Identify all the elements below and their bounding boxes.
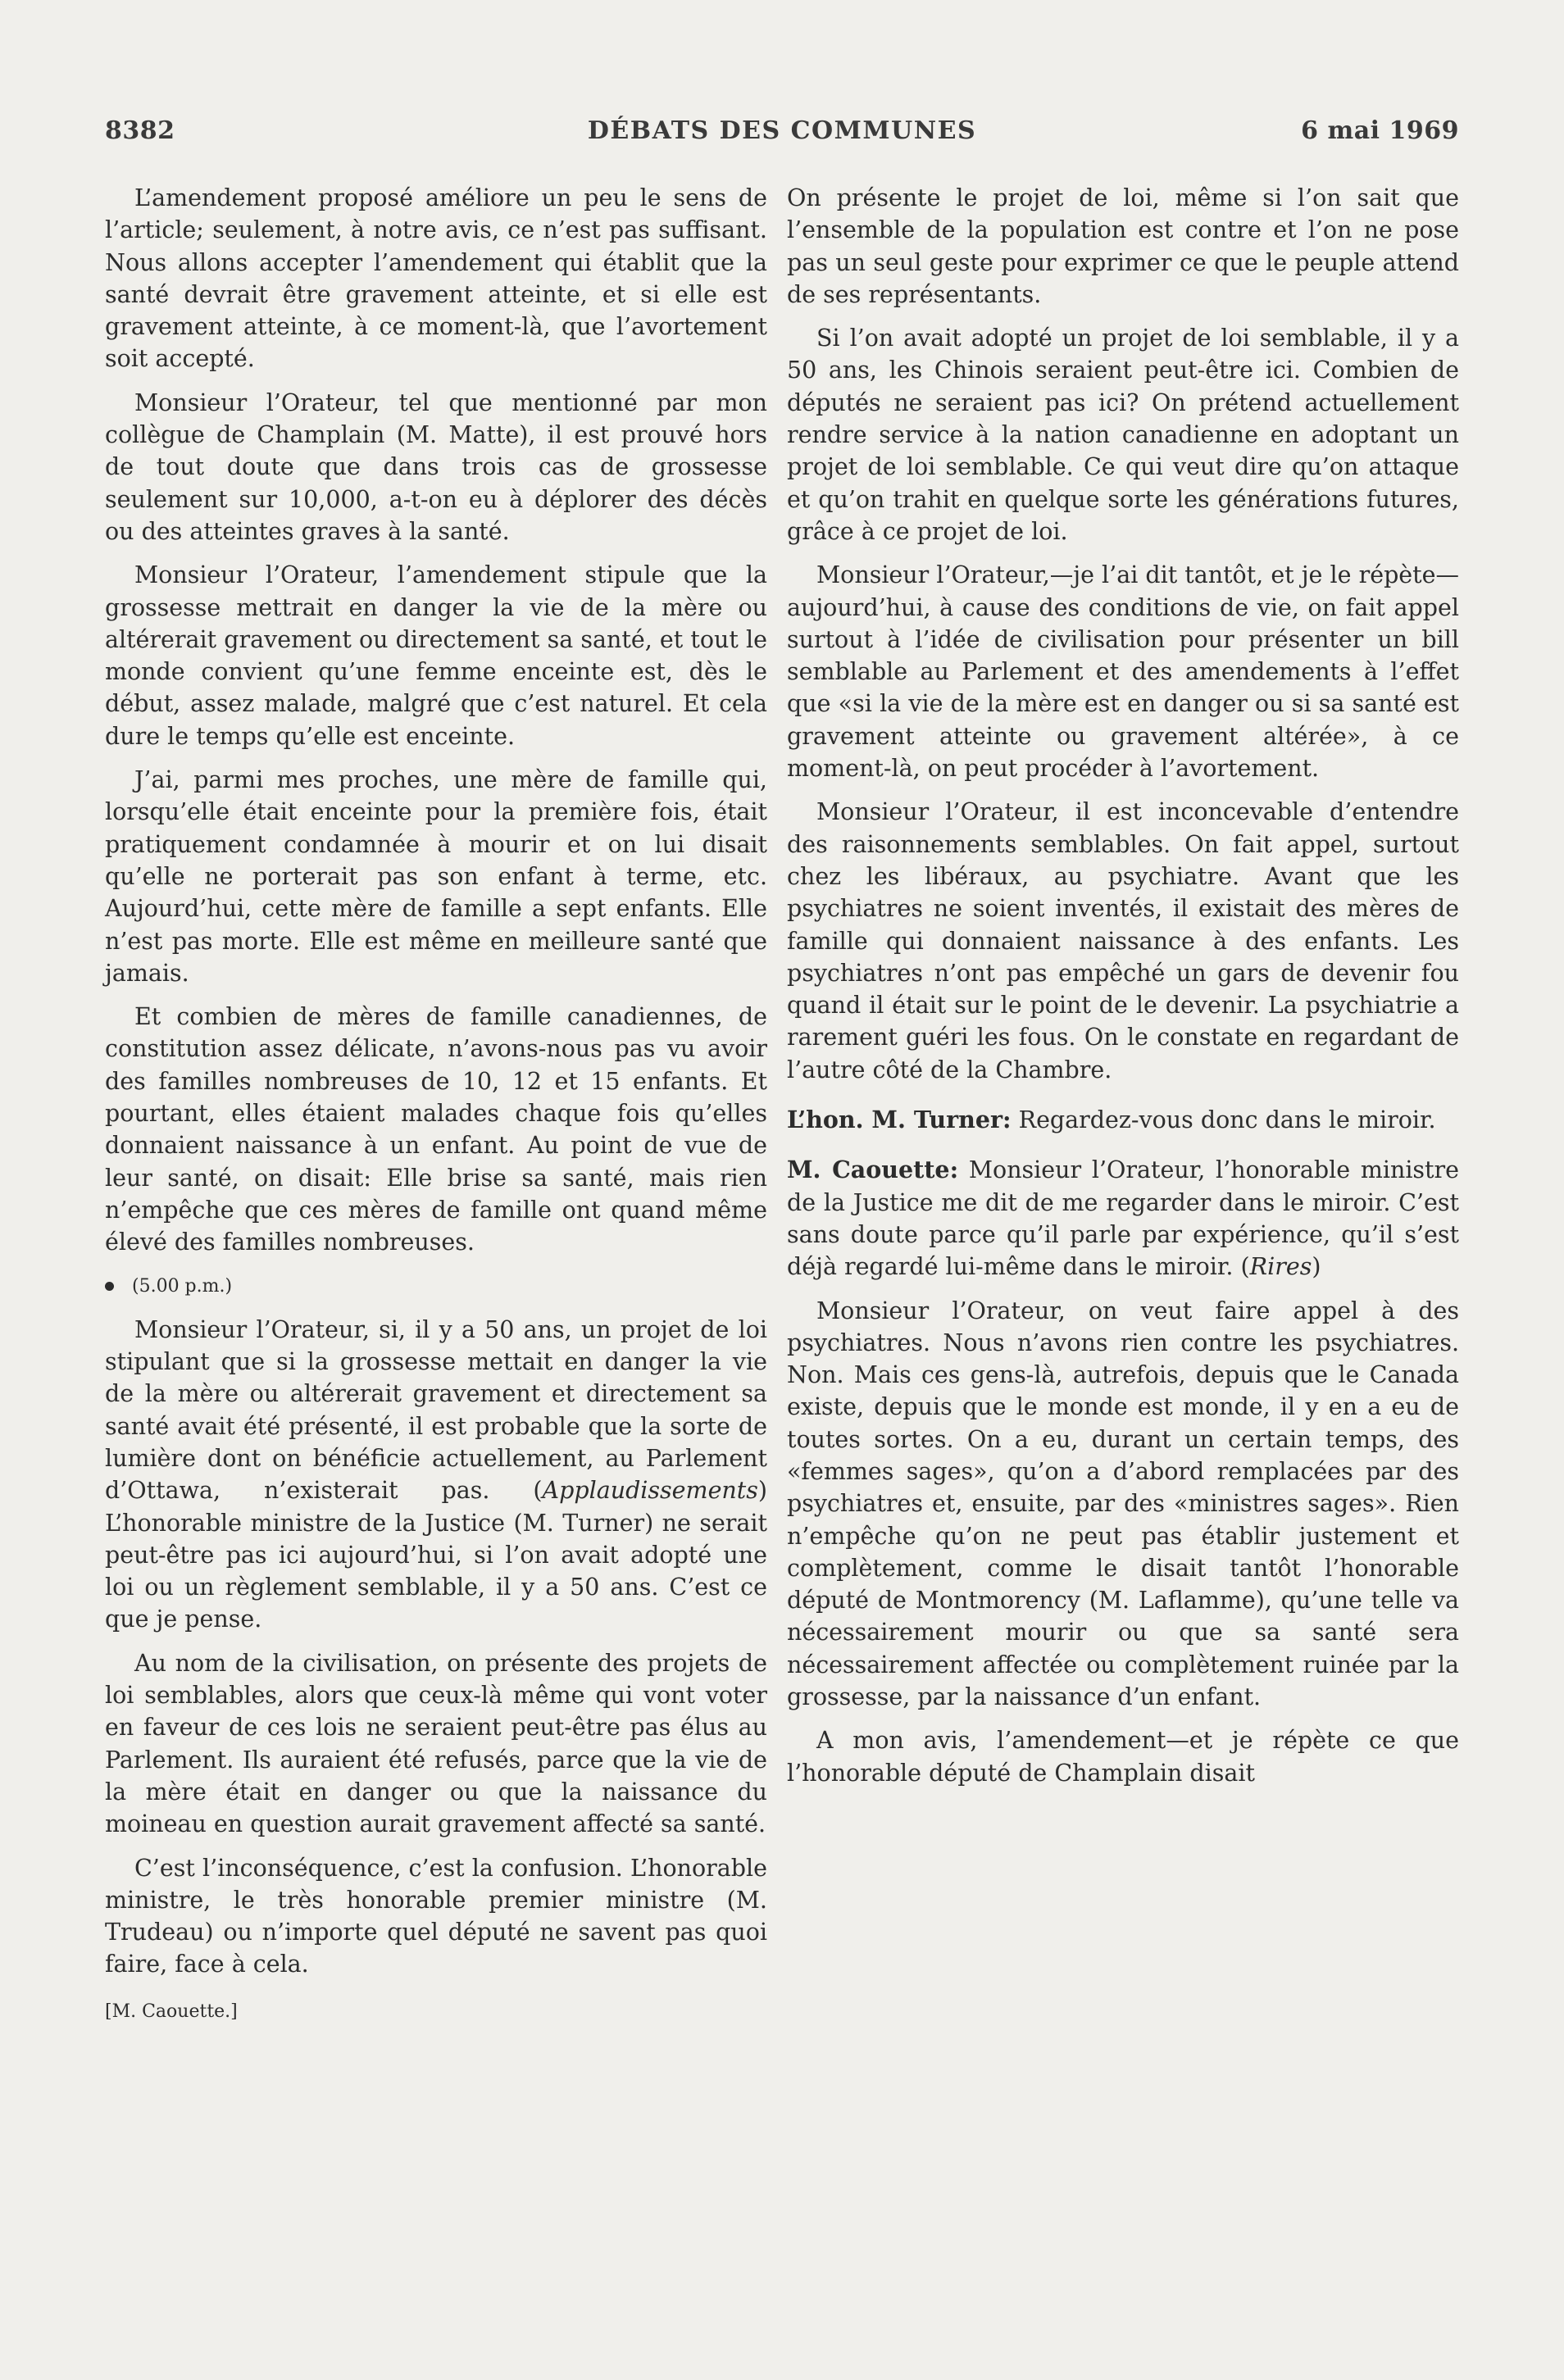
paragraph: Monsieur l’Orateur,—je l’ai dit tantôt, et je le répète—aujourd’hui, à cause des conditions de vie, on fait appel surtout à l’idée de civilisation pour présenter un bill semblable au Parlement et des amendements à l’effet que «si la vie de la mère est en danger ou si sa santé est gravement atteinte ou gravement altérée», à ce moment-là, on peut procéder à l’avortement. — [787, 561, 1459, 783]
bullet-icon — [105, 1282, 114, 1291]
paragraph-text: Monsieur l’Orateur, si, il y a 50 ans, un projet de loi stipulant que si la grossesse mettait en danger la vie de la mère ou altérerait gravement et directement sa santé avait été présenté, il est probable que la sorte de lumière dont on bénéficie actuellement, au Parlement d’Ottawa, n’existerait pas. ( — [105, 1315, 767, 1505]
paragraph: Monsieur l’Orateur, on veut faire appel à des psychiatres. Nous n’avons rien contre les psychiatres. Non. Mais ces gens-là, autrefois, depuis que le Canada existe, depuis que le monde est monde, il y en a eu de toutes sortes. On a eu, durant un certain temps, des «femmes sages», qu’on a d’abord remplacées par des psychiatres et, ensuite, par des «ministres sages». Rien n’empêche qu’on ne peut pas établir justement et complètement, comme le disait tantôt l’honorable député de Montmorency (M. Laflamme), qu’une telle va nécessairement mourir ou que sa santé sera nécessairement affectée ou complètement ruinée par la grossesse, par la naissance d’un enfant. — [787, 1297, 1459, 1711]
speaker-name: M. Caouette: — [787, 1156, 959, 1184]
time-marker — [105, 1270, 767, 1302]
left-column — [105, 182, 767, 2039]
page-number: 8382 — [105, 116, 175, 145]
paragraph: C’est l’inconséquence, c’est la confusion. L’honorable ministre, le très honorable premier ministre (M. Trudeau) ou n’importe quel député ne savent pas quoi faire, face à cela. — [105, 1854, 767, 1978]
paragraph: Monsieur l’Orateur, l’amendement stipule que la grossesse mettrait en danger la vie de la mère ou altérerait gravement ou directement sa santé, et tout le monde convient qu’une femme enceinte est, dès le début, assez malade, malgré que c’est naturel. Et cela dure le temps qu’elle est enceinte. — [105, 561, 767, 750]
paragraph: Monsieur l’Orateur, tel que mentionné par mon collègue de Champlain (M. Matte), il est prouvé hors de tout doute que dans trois cas de grossesse seulement sur 10,000, a-t-on eu à déplorer des décès ou des atteintes graves à la santé. — [105, 388, 767, 545]
paragraph: L’amendement proposé améliore un peu le sens de l’article; seulement, à notre avis, ce n’est pas suffisant. Nous allons accepter l’amendement qui établit que la santé devrait être gravement atteinte, et si elle est gravement atteinte, à ce moment-là, que l’avortement soit accepté. — [105, 184, 767, 373]
speaker-signature: [M. Caouette.] — [105, 2001, 238, 2022]
publication-title: DÉBATS DES COMMUNES — [587, 116, 977, 145]
paragraph-text: ) L’honorable ministre de la Justice (M. Turner) ne serait peut-être pas ici aujourd’hui, si l’on avait adopté une loi ou un règlement semblable, il y a 50 ans. C’est ce que je pense. — [105, 1477, 767, 1633]
stage-direction: Rires — [1249, 1253, 1312, 1281]
speaker-name: L’hon. M. Turner: — [787, 1106, 1012, 1134]
paragraph: Et combien de mères de famille canadiennes, de constitution assez délicate, n’avons-nous pas vu avoir des familles nombreuses de 10, 12 et 15 enfants. Et pourtant, elles étaient malades chaque fois qu’elles donnaient naissance à un enfant. Au point de vue de leur santé, on disait: Elle brise sa santé, mais rien n’empêche que ces mères de famille ont quand même élevé des familles nombreuses. — [105, 1003, 767, 1256]
paragraph: Si l’on avait adopté un projet de loi semblable, il y a 50 ans, les Chinois seraient peut-être ici. Combien de députés ne seraient pas ici? On prétend actuellement rendre service à la nation canadienne en adoptant un projet de loi semblable. Ce qui veut dire qu’on attaque et qu’on trahit en quelque sorte les générations futures, grâce à ce projet de loi. — [787, 325, 1459, 545]
page-header — [105, 116, 1459, 157]
speech-turner — [787, 1104, 1459, 1136]
speech-caouette — [787, 1154, 1459, 1283]
paragraph: A mon avis, l’amendement—et je répète ce que l’honorable député de Champlain disait — [787, 1727, 1459, 1787]
speech-text: Monsieur l’Orateur, l’honorable ministre de la Justice me dit de me regarder dans le miroir. C’est sans doute parce qu’il parle par expérience, qu’il s’est déjà regardé lui-même dans le miroir. ( — [787, 1156, 1460, 1281]
paragraph: J’ai, parmi mes proches, une mère de famille qui, lorsqu’elle était enceinte pour la première fois, était pratiquement condamnée à mourir et on lui disait qu’elle ne porterait pas son enfant à terme, etc. Aujourd’hui, cette mère de famille a sept enfants. Elle n’est pas morte. Elle est même en meilleure santé que jamais. — [105, 766, 767, 987]
paragraph: Au nom de la civilisation, on présente des projets de loi semblables, alors que ceux-là même qui vont voter en faveur de ces lois ne seraient peut-être pas élus au Parlement. Ils auraient été refusés, parce que la vie de la mère était en danger ou que la naissance du moineau en question aurait gravement affecté sa santé. — [105, 1649, 767, 1838]
session-date: 6 mai 1969 — [1301, 116, 1459, 145]
time-marker-text: (5.00 p.m.) — [132, 1275, 233, 1297]
stage-direction: Applaudissements — [542, 1477, 758, 1505]
speech-text: ) — [1312, 1253, 1321, 1281]
paragraph: Monsieur l’Orateur, il est inconcevable d’entendre des raisonnements semblables. On fait appel, surtout chez les libéraux, au psychiatre. Avant que les psychiatres ne soient inventés, il existait des mères de famille qui donnaient naissance à des enfants. Les psychiatres n’ont pas empêché un gars de devenir fou quand il était sur le point de le devenir. La psychiatrie a rarement guéri les fous. On le constate en regardant de l’autre côté de la Chambre. — [787, 798, 1459, 1083]
paragraph — [105, 1314, 767, 1636]
speech-text: Regardez-vous donc dans le miroir. — [1011, 1106, 1436, 1134]
paragraph: On présente le projet de loi, même si l’on sait que l’ensemble de la population est contre et l’on ne pose pas un seul geste pour exprimer ce que le peuple attend de ses représentants. — [787, 184, 1459, 308]
right-column — [787, 182, 1459, 1801]
